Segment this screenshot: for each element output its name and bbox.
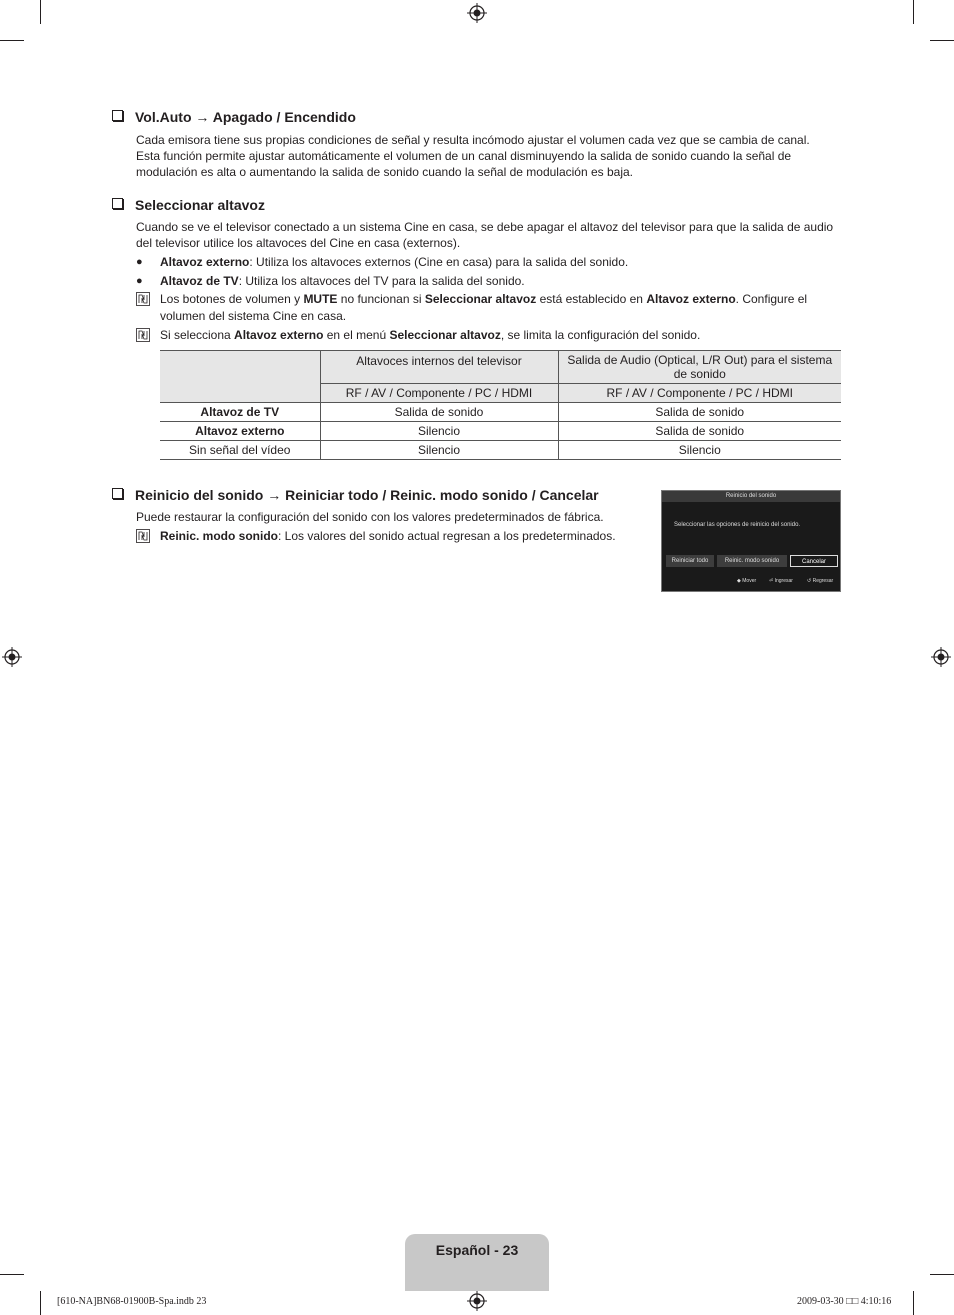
section-title: Seleccionar altavoz [135,197,265,213]
footer-label: Mover [742,578,757,584]
dialog-footer-return [807,578,833,584]
table-header-cell: Altavoces internos del televisor [320,351,558,384]
checkbox-bullet-icon [112,110,123,121]
section-body: Cada emisora tiene sus propias condiciones de señal y resulta incómodo ajustar el volumen cada vez que se cambia de canal. Esta función permite ajustar automáticamente el volumen de un canal disminuyendo la salida de sonido cuando la señal de modulación es alta o aumentando la salida de sonido cuando la señal de modulación es baja. [136,133,810,179]
note-text: está establecido en [536,292,647,306]
return-icon: ↺ [807,578,812,584]
registration-mark-icon [2,647,22,667]
section-heading-reinicio-sonido [112,487,599,503]
crop-mark [40,1291,41,1315]
crop-mark [0,1274,24,1275]
note-term: Reinic. modo sonido [160,529,279,543]
table-header-cell: Salida de Audio (Optical, L/R Out) para el sistema de sonido [558,351,841,384]
speaker-output-table [160,350,841,460]
note [136,291,836,325]
enter-icon: ⏎ [769,578,774,584]
print-slug-left: [610-NA]BN68-01900B-Spa.indb 23 [57,1296,207,1307]
note-icon [136,328,150,342]
section-heading-vol-auto [112,109,356,125]
note-text: : Los valores del sonido actual regresan a los predeterminados. [278,529,616,543]
note-term: Altavoz externo [234,328,324,342]
note-term: Altavoz externo [646,292,736,306]
registration-mark-icon [467,1291,487,1311]
table-subheader-cell: RF / AV / Componente / PC / HDMI [558,384,841,403]
note-term: Seleccionar altavoz [424,292,537,306]
checkbox-bullet-icon [112,198,123,209]
move-arrows-icon: ◆ [737,578,741,584]
note-icon [136,292,150,306]
bullet-text: : Utiliza los altavoces del TV para la salida del sonido. [238,274,525,288]
bullet-icon: ● [136,256,143,268]
section-body: Puede restaurar la configuración del sonido con los valores predeterminados de fábrica. [136,510,604,524]
table-row-label: Altavoz de TV [160,403,320,422]
table-subheader-cell: RF / AV / Componente / PC / HDMI [320,384,558,403]
footer-label: Regresar [812,578,834,584]
page-number: Español - 23 [435,1242,519,1258]
section-body: Cuando se ve el televisor conectado a un sistema Cine en casa, se debe apagar el altavoz del televisor para que la salida de audio del televisor utilice los altavoces del Cine en casa (externos). [136,220,834,250]
note-text: Los botones de volumen y [160,292,304,306]
crop-mark [913,0,914,24]
crop-mark [930,40,954,41]
table-cell: Silencio [320,422,558,441]
note-text: en el menú [323,328,390,342]
bullet-text: : Utiliza los altavoces externos (Cine en casa) para la salida del sonido. [249,255,629,269]
section-heading-seleccionar-altavoz [112,197,265,213]
registration-mark-icon [467,3,487,23]
note-text: . Configure el volumen del sistema Cine en casa. [160,292,808,323]
bullet-term: Altavoz externo [160,255,250,269]
note [136,528,646,545]
note-term: Seleccionar altavoz [389,328,501,342]
table-row-label: Sin señal del vídeo [160,441,320,460]
section-title: Reinicio del sonido → Reiniciar todo / Reinic. modo sonido / Cancelar [135,487,599,503]
cancel-button[interactable]: Cancelar [790,555,838,567]
note-term: MUTE [303,292,338,306]
table-header-row [160,351,841,384]
bullet-term: Altavoz de TV [160,274,239,288]
note [136,327,836,344]
crop-mark [0,40,24,41]
note-text: , se limita la configuración del sonido. [500,328,701,342]
checkbox-bullet-icon [112,488,123,499]
table-row [160,441,841,460]
reset-all-button[interactable]: Reiniciar todo [666,555,714,567]
table-row [160,422,841,441]
table-cell: Silencio [558,441,841,460]
note-text: Si selecciona [160,328,235,342]
dialog-title: Reinicio del sonido [662,491,840,502]
table-corner-cell [160,351,320,403]
section-title: Vol.Auto → Apagado / Encendido [135,109,356,125]
table-cell: Salida de sonido [320,403,558,422]
table-row-label: Altavoz externo [160,422,320,441]
table-row [160,403,841,422]
reset-sound-mode-button[interactable]: Reinic. modo sonido [717,555,787,567]
dialog-footer-move [737,578,756,584]
print-slug-right: 2009-03-30 □□ 4:10:16 [797,1296,892,1307]
table-cell: Salida de sonido [558,403,841,422]
crop-mark [930,1274,954,1275]
footer-label: Ingresar [774,578,793,584]
registration-mark-icon [931,647,951,667]
crop-mark [40,0,41,24]
table-cell: Silencio [320,441,558,460]
dialog-message: Seleccionar las opciones de reinicio del sonido. [674,522,801,528]
tv-osd-dialog [661,490,841,592]
crop-mark [913,1291,914,1315]
table-cell: Salida de sonido [558,422,841,441]
note-text: no funcionan si [337,292,425,306]
dialog-footer-enter [769,578,793,584]
bullet-icon: ● [136,275,143,287]
note-icon [136,529,150,543]
